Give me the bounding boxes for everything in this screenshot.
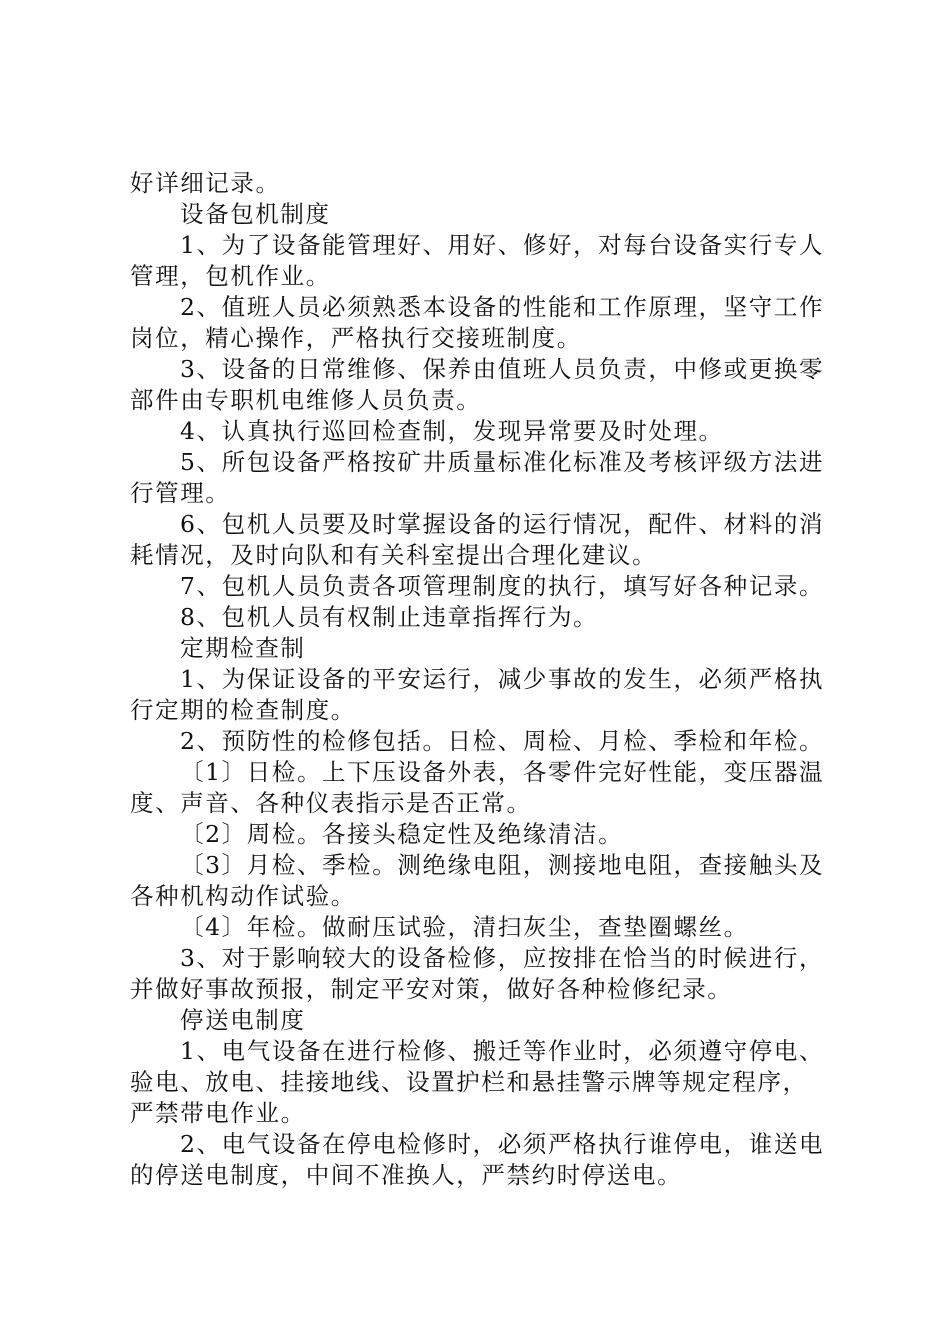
text-line: 部件由专职机电维修人员负责。 — [130, 386, 482, 414]
indented-text-line: 7、包机人员负责各项管理制度的执行，填写好各种记录。 — [180, 572, 825, 600]
indented-text-line: 1、为了设备能管理好、用好、修好，对每台设备实行专人 — [180, 231, 825, 259]
text-line: 验电、放电、挂接地线、设置护栏和悬挂警示牌等规定程序， — [130, 1068, 808, 1096]
text-line: 各种机构动作试验。 — [130, 882, 356, 910]
indented-text-line: 2、电气设备在停电检修时，必须严格执行谁停电，谁送电 — [180, 1130, 825, 1158]
indented-text-line: 〔3〕月检、季检。测绝缘电阻，测接地电阻，查接触头及 — [180, 851, 825, 879]
indented-text-line: 定期检查制 — [180, 634, 306, 662]
indented-text-line: 3、对于影响较大的设备检修，应按排在恰当的时候进行， — [180, 944, 825, 972]
indented-text-line: 〔4〕年检。做耐压试验，清扫灰尘，查垫圈螺丝。 — [180, 913, 749, 941]
indented-text-line: 2、值班人员必须熟悉本设备的性能和工作原理，坚守工作 — [180, 293, 825, 321]
text-line: 行定期的检查制度。 — [130, 696, 356, 724]
text-line: 严禁带电作业。 — [130, 1099, 306, 1127]
indented-text-line: 4、认真执行巡回检查制，发现异常要及时处理。 — [180, 417, 724, 445]
text-line: 耗情况，及时向队和有关科室提出合理化建议。 — [130, 541, 658, 569]
indented-text-line: 5、所包设备严格按矿井质量标准化标准及考核评级方法进 — [180, 448, 825, 476]
indented-text-line: 6、包机人员要及时掌握设备的运行情况，配件、材料的消 — [180, 510, 825, 538]
text-line: 度、声音、各种仪表指示是否正常。 — [130, 789, 532, 817]
indented-text-line: 8、包机人员有权制止违章指挥行为。 — [180, 603, 599, 631]
text-line: 好详细记录。 — [130, 169, 281, 197]
text-line: 管理，包机作业。 — [130, 262, 331, 290]
indented-text-line: 停送电制度 — [180, 1006, 306, 1034]
indented-text-line: 〔1〕日检。上下压设备外表，各零件完好性能，变压器温 — [180, 758, 825, 786]
indented-text-line: 2、预防性的检修包括。日检、周检、月检、季检和年检。 — [180, 727, 825, 755]
text-line: 的停送电制度，中间不准换人，严禁约时停送电。 — [130, 1161, 683, 1189]
indented-text-line: 1、电气设备在进行检修、搬迁等作业时，必须遵守停电、 — [180, 1037, 825, 1065]
indented-text-line: 〔2〕周检。各接头稳定性及绝缘清洁。 — [180, 820, 624, 848]
document-body — [130, 168, 830, 1191]
indented-text-line: 1、为保证设备的平安运行，减少事故的发生，必须严格执 — [180, 665, 825, 693]
text-line: 并做好事故预报，制定平安对策，做好各种检修纪录。 — [130, 975, 733, 1003]
indented-text-line: 3、设备的日常维修、保养由值班人员负责，中修或更换零 — [180, 355, 825, 383]
text-line: 岗位，精心操作，严格执行交接班制度。 — [130, 324, 582, 352]
text-line: 行管理。 — [130, 479, 231, 507]
indented-text-line: 设备包机制度 — [180, 200, 331, 228]
